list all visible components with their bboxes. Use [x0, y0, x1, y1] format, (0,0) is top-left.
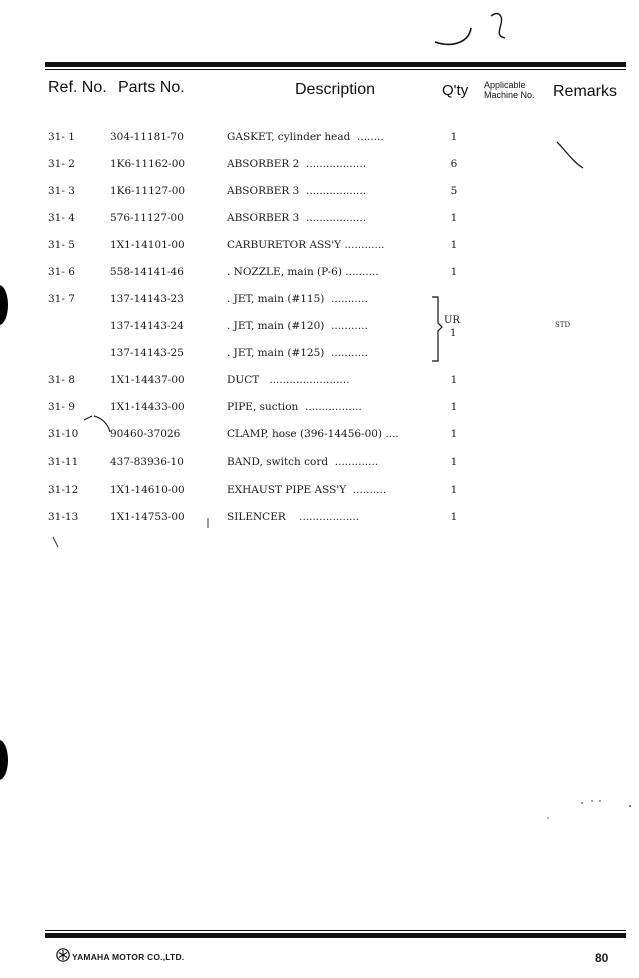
description-cell: . JET, main (#125) ...........	[227, 347, 368, 359]
table-row	[0, 456, 639, 476]
ref-no-cell: 31- 2	[48, 158, 75, 170]
description-cell: BAND, switch cord .............	[227, 456, 379, 468]
column-header-ref-no: Ref. No.	[48, 79, 107, 96]
qty-cell: 1	[450, 266, 458, 278]
description-cell: PIPE, suction .................	[227, 401, 362, 413]
parts-no-cell: 90460-37026	[110, 428, 181, 440]
ref-no-cell: 31- 8	[48, 374, 75, 386]
applicable-line-1: Applicable	[484, 80, 526, 90]
description-cell: CARBURETOR ASS'Y ............	[227, 239, 385, 251]
table-row	[0, 374, 639, 394]
column-header-qty: Q'ty	[442, 82, 469, 99]
ref-no-cell: 31- 7	[48, 293, 75, 305]
footer-rule-thin	[45, 930, 626, 931]
table-row	[0, 484, 639, 504]
table-row	[0, 347, 639, 367]
description-cell: EXHAUST PIPE ASS'Y ..........	[227, 484, 387, 496]
page-number: 80	[595, 951, 609, 965]
pencil-mark	[205, 516, 211, 530]
parts-no-cell: 1X1-14610-00	[110, 484, 185, 496]
footer-rule-thick	[45, 933, 626, 938]
qty-cell: 1	[450, 511, 458, 523]
yamaha-logo-icon	[56, 948, 70, 962]
pencil-mark	[80, 410, 120, 436]
binding-hole	[0, 740, 8, 780]
ref-no-cell: 31-11	[48, 456, 79, 468]
qty-cell: 1	[450, 212, 458, 224]
handwritten-scribble	[425, 6, 525, 51]
column-header-applicable-machine-no	[484, 80, 535, 100]
table-row	[0, 185, 639, 205]
group-remarks: STD	[555, 321, 571, 329]
table-row	[0, 320, 639, 340]
group-applicable-machine: UR	[444, 315, 460, 326]
ref-no-cell: 31-10	[48, 428, 79, 440]
ref-no-cell: 31- 1	[48, 131, 75, 143]
ref-no-cell: 31- 3	[48, 185, 75, 197]
ref-no-cell: 31- 6	[48, 266, 75, 278]
qty-cell: 1	[450, 374, 458, 386]
qty-cell: 1	[450, 239, 458, 251]
pencil-mark	[50, 535, 62, 549]
description-cell: SILENCER ..................	[227, 511, 360, 523]
description-cell: . NOZZLE, main (P-6) ..........	[227, 266, 379, 278]
qty-cell: 6	[450, 158, 458, 170]
parts-no-cell: 137-14143-23	[110, 293, 184, 305]
parts-no-cell: 1K6-11127-00	[110, 185, 186, 197]
description-cell: ABSORBER 3 ..................	[227, 212, 367, 224]
speck-marks	[540, 795, 639, 825]
table-row	[0, 293, 639, 313]
group-qty: 1	[450, 328, 457, 339]
description-cell: . JET, main (#120) ...........	[227, 320, 368, 332]
description-cell: CLAMP, hose (396-14456-00) ....	[227, 428, 399, 440]
table-row	[0, 511, 639, 531]
table-row	[0, 239, 639, 259]
qty-cell: 1	[450, 131, 458, 143]
parts-no-cell: 137-14143-25	[110, 347, 184, 359]
applicable-line-2: Machine No.	[484, 90, 535, 100]
parts-no-cell: 1X1-14433-00	[110, 401, 185, 413]
parts-no-cell: 558-14141-46	[110, 266, 184, 278]
parts-no-cell: 1X1-14101-00	[110, 239, 185, 251]
table-row	[0, 158, 639, 178]
ref-no-cell: 31- 4	[48, 212, 75, 224]
qty-cell: 1	[450, 484, 458, 496]
qty-cell: 1	[450, 456, 458, 468]
qty-cell: 1	[450, 401, 458, 413]
qty-cell: 1	[450, 428, 458, 440]
group-brace	[430, 295, 444, 363]
company-name: YAMAHA MOTOR CO.,LTD.	[72, 952, 185, 962]
column-header-description: Description	[295, 81, 376, 98]
header-rule-thin	[45, 69, 626, 70]
pencil-mark	[555, 140, 585, 170]
parts-no-cell: 1X1-14753-00	[110, 511, 185, 523]
description-cell: DUCT ........................	[227, 374, 350, 386]
parts-no-cell: 1K6-11162-00	[110, 158, 186, 170]
ref-no-cell: 31-13	[48, 511, 79, 523]
column-header-remarks: Remarks	[553, 83, 618, 100]
header-rule-thick	[45, 62, 626, 67]
description-cell: . JET, main (#115) ...........	[227, 293, 368, 305]
ref-no-cell: 31-12	[48, 484, 79, 496]
qty-cell: 5	[450, 185, 458, 197]
column-header-parts-no: Parts No.	[118, 79, 185, 96]
parts-no-cell: 137-14143-24	[110, 320, 184, 332]
ref-no-cell: 31- 9	[48, 401, 75, 413]
table-row	[0, 266, 639, 286]
description-cell: GASKET, cylinder head ........	[227, 131, 384, 143]
binding-hole	[0, 285, 8, 325]
parts-no-cell: 304-11181-70	[110, 131, 184, 143]
table-row	[0, 131, 639, 151]
table-row	[0, 212, 639, 232]
description-cell: ABSORBER 2 ..................	[227, 158, 367, 170]
parts-no-cell: 1X1-14437-00	[110, 374, 185, 386]
ref-no-cell: 31- 5	[48, 239, 75, 251]
description-cell: ABSORBER 3 ..................	[227, 185, 367, 197]
parts-no-cell: 437-83936-10	[110, 456, 184, 468]
parts-no-cell: 576-11127-00	[110, 212, 184, 224]
